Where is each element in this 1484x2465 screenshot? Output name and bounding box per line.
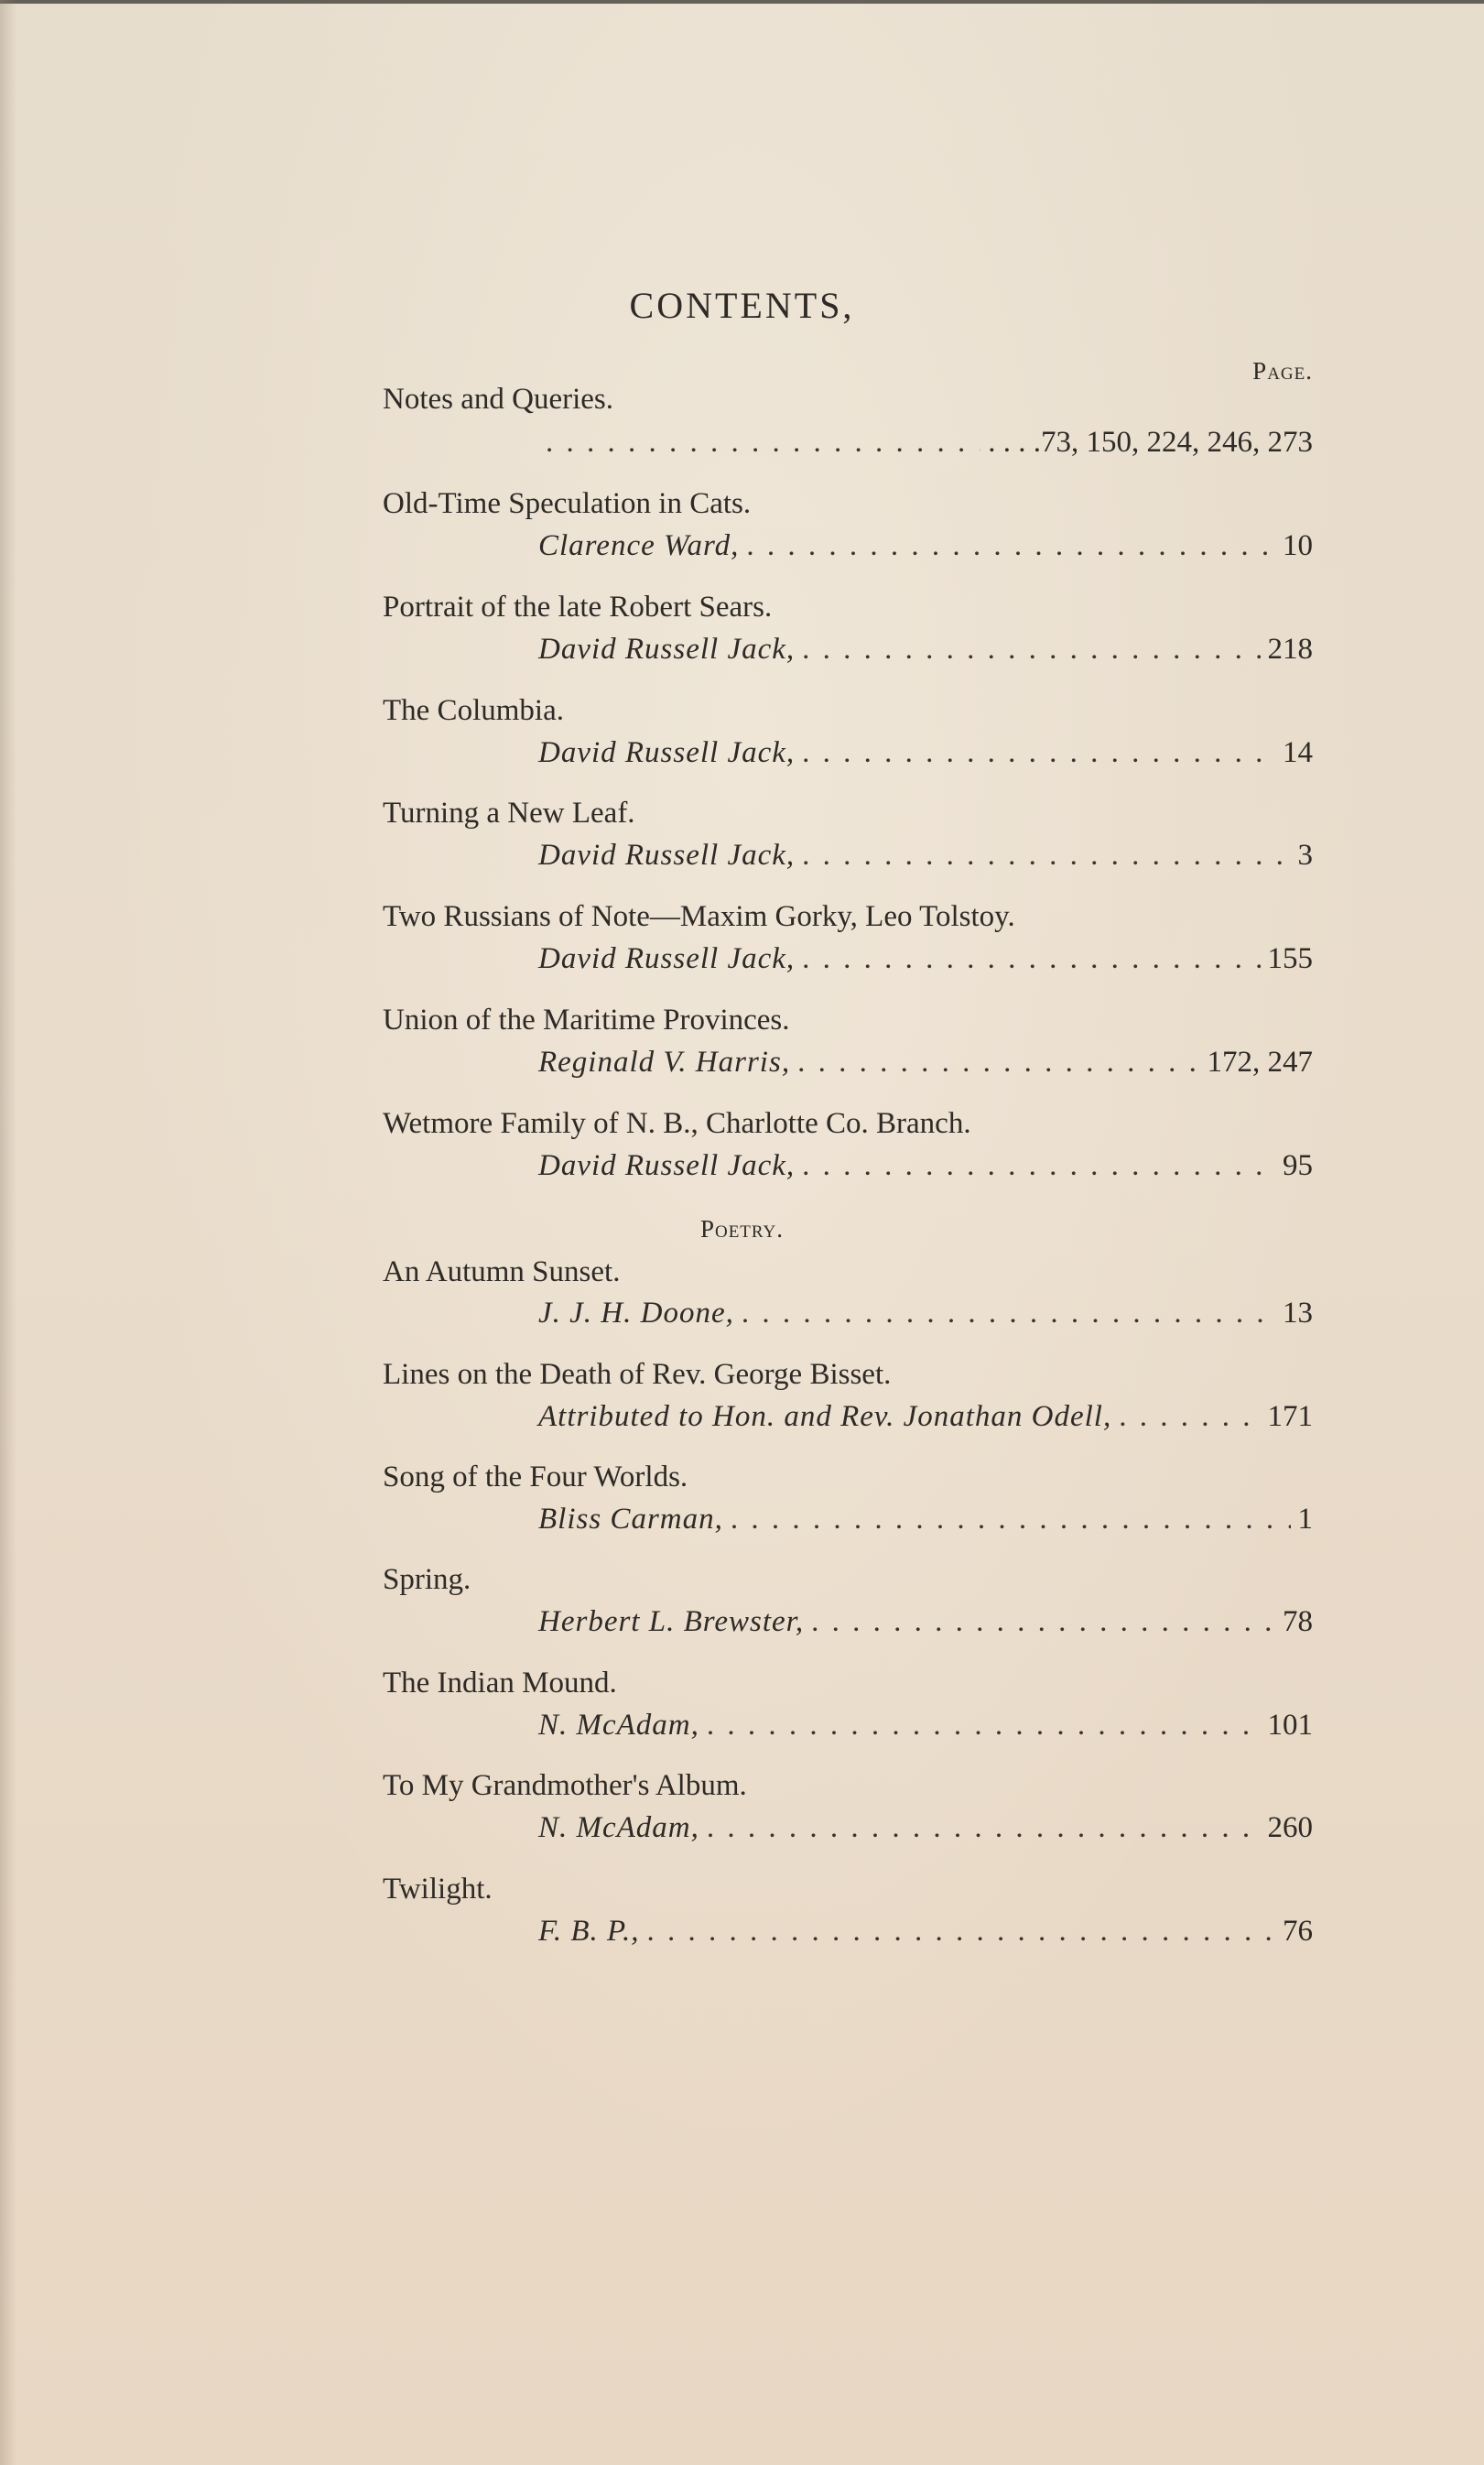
entry-pages: 171 [1267,1400,1313,1433]
entry-title: Union of the Maritime Provinces. [383,1004,790,1037]
dot-leader [811,1605,1275,1639]
entry-author: Reginald V. Harris, [538,1046,791,1079]
entry-line [538,839,1313,879]
entry-title: Spring. [383,1563,471,1596]
dot-leader [802,942,1260,976]
dot-leader [802,633,1260,667]
entry-line [538,1811,1313,1851]
dot-leader [546,426,980,460]
page-column-label: Page. [1252,357,1313,385]
entry-pages: 101 [1267,1709,1313,1742]
entry-author: J. J. H. Doone, [538,1297,734,1330]
entry-pages: . . . .73, 150, 224, 246, 273 [988,426,1313,459]
entry-author: Herbert L. Brewster, [538,1605,805,1638]
poetry-heading: Poetry. [699,1215,785,1243]
entry-author: David Russell Jack, [538,942,796,975]
entry-pages: 218 [1267,633,1313,666]
entry-title: Portrait of the late Robert Sears. [383,591,773,624]
dot-leader [802,839,1290,873]
entry-title: To My Grandmother's Album. [383,1769,747,1802]
entry-title: Wetmore Family of N. B., Charlotte Co. Branch. [383,1107,971,1140]
entry-line [538,1149,1313,1189]
entry-line [538,1046,1313,1086]
entry-title: Lines on the Death of Rev. George Bisset. [383,1358,892,1391]
entry-author: David Russell Jack, [538,839,796,872]
entry-line [538,736,1313,776]
entry-title: Two Russians of Note—Maxim Gorky, Leo Tolstoy. [383,900,1015,933]
dot-leader [707,1709,1261,1743]
contents-heading: CONTENTS, [629,285,855,326]
entry-line [538,1503,1313,1543]
entry-line [538,426,1313,466]
entry-pages: 260 [1267,1811,1313,1844]
page-top-edge [0,0,1484,4]
dot-leader [797,1046,1199,1080]
dot-leader [802,736,1275,770]
entry-author: N. McAdam, [538,1709,699,1742]
entry-line [538,1297,1313,1337]
entry-title: The Columbia. [383,694,564,727]
entry-title: Twilight. [383,1873,493,1906]
entry-title: Notes and Queries. [383,383,614,416]
entry-title: Song of the Four Worlds. [383,1461,688,1493]
entry-pages: 95 [1283,1149,1313,1182]
dot-leader [707,1811,1261,1845]
entry-line [538,1915,1313,1955]
entry-author: N. McAdam, [538,1811,699,1844]
entry-author: Attributed to Hon. and Rev. Jonathan Odell, [538,1400,1112,1433]
dot-leader [746,529,1275,563]
entry-title: Turning a New Leaf. [383,797,635,830]
entry-pages: 172, 247 [1207,1046,1313,1079]
dot-leader [731,1503,1291,1537]
entry-pages: 1 [1297,1503,1313,1536]
entry-author: Bliss Carman, [538,1503,723,1536]
dot-leader [1119,1400,1260,1434]
entry-line [538,633,1313,673]
entry-author: Clarence Ward, [538,529,740,562]
entry-line [538,1605,1313,1645]
entry-title: The Indian Mound. [383,1667,617,1699]
entry-author: David Russell Jack, [538,633,796,666]
entry-line [538,529,1313,570]
entry-pages: 78 [1283,1605,1313,1638]
dot-leader [742,1297,1275,1330]
entry-pages: 155 [1267,942,1313,975]
entry-title: Old-Time Speculation in Cats. [383,487,752,520]
entry-title: An Autumn Sunset. [383,1255,621,1288]
entry-pages: 14 [1283,736,1313,769]
entry-pages: 10 [1283,529,1313,562]
entry-line [538,1400,1313,1440]
entry-author: F. B. P., [538,1915,640,1948]
entry-author: David Russell Jack, [538,1149,796,1182]
entry-line [538,1709,1313,1749]
entry-author: David Russell Jack, [538,736,796,769]
entry-pages: 13 [1283,1297,1313,1330]
entry-pages: 3 [1297,839,1313,872]
entry-pages: 76 [1283,1915,1313,1948]
dot-leader [646,1915,1275,1949]
entry-line [538,942,1313,983]
dot-leader [802,1149,1275,1183]
